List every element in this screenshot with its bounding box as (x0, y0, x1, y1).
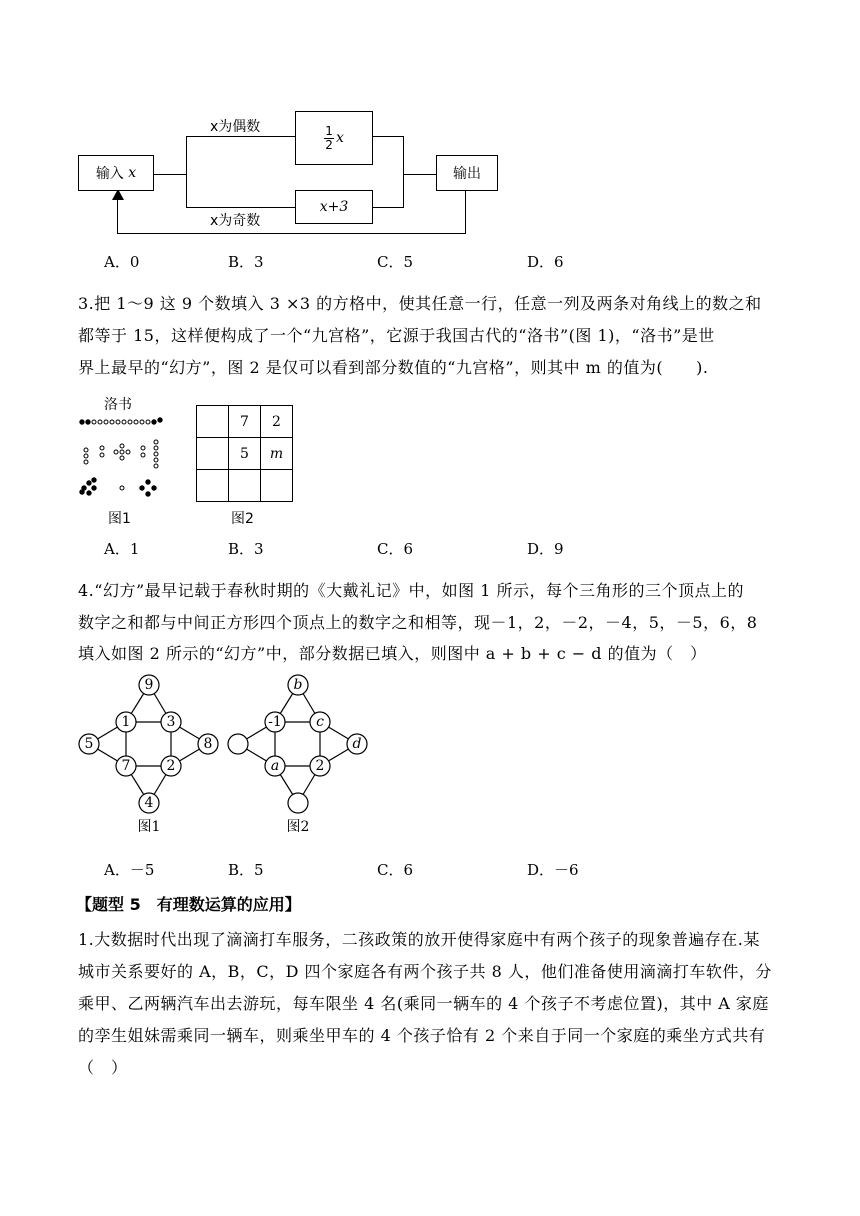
fig1-node-left: 5 (84, 736, 94, 752)
figure-1-graph (89, 685, 208, 803)
even-condition: x为偶数 (210, 119, 261, 135)
input-box (78, 155, 154, 191)
fig1-node-bl: 7 (121, 758, 131, 774)
magic-square-figures (70, 668, 390, 838)
figure-2-graph (238, 685, 357, 803)
luoshu-dots-image (78, 412, 168, 498)
fig1-node-bottom: 4 (144, 795, 154, 811)
fig1-node-top: 9 (144, 677, 154, 693)
fig2-node-tr: c (316, 714, 324, 730)
grid-cell (197, 406, 229, 438)
q4-option-c: C．6 (377, 861, 414, 879)
fig1-node-right: 8 (203, 736, 213, 752)
fig2-node-top: b (293, 677, 303, 693)
grid-cell (229, 470, 261, 502)
fig1-node-tl: 1 (121, 714, 131, 730)
q3-option-b: B．3 (228, 540, 264, 558)
q4-fig1-caption: 图1 (137, 819, 161, 835)
q2-option-d: D．6 (527, 253, 564, 271)
s5-q1-line-5: （ ） (78, 1058, 128, 1077)
luoshu-title: 洛书 (104, 397, 132, 413)
q4-fig2-caption: 图2 (286, 819, 310, 835)
grid-cell (261, 470, 293, 502)
grid-cell: 2 (261, 406, 293, 438)
grid-cell: 5 (229, 438, 261, 470)
q3-option-a: A．1 (104, 540, 140, 558)
grid-cell (197, 438, 229, 470)
q2-option-a: A．0 (104, 253, 140, 271)
fig2-node-br: 2 (315, 758, 325, 774)
s5-q1-line-2: 城市关系要好的 A，B，C，D 四个家庭各有两个孩子共 8 人，他们准备使用滴滴打车软件，分 (78, 962, 772, 981)
s5-q1-line-4: 的孪生姐妹需乘同一辆车，则乘坐甲车的 4 个孩子恰有 2 个来自于同一个家庭的乘坐方式共有 (78, 1026, 766, 1045)
fig2-node-tl: -1 (268, 714, 282, 730)
q3-line-2: 都等于 15，这样便构成了一个“九宫格”，它源于我国古代的“洛书”(图 1)，“洛书”是世 (78, 326, 715, 345)
fig1-node-tr: 3 (166, 714, 176, 730)
section-5-heading: 【题型 5 有理数运算的应用】 (76, 895, 301, 914)
q4-option-a: A．－5 (104, 861, 155, 879)
input-var: x (128, 165, 137, 181)
q2-option-c: C．5 (377, 253, 414, 271)
output-box: 输出 (436, 155, 498, 191)
q3-fig2-caption: 图2 (231, 511, 254, 527)
q4-line-1: 4.“幻方”最早记载于春秋时期的《大戴礼记》中，如图 1 所示，每个三角形的三个顶点上的 (78, 581, 744, 600)
q4-option-d: D．－6 (527, 861, 579, 879)
q3-line-1: 3.把 1～9 这 9 个数填入 3 ×3 的方格中，使其任意一行，任意一列及两条对角线上的数之和 (78, 294, 762, 313)
q3-option-c: C．6 (377, 540, 414, 558)
half-fraction: $\frac{1}{2}$ (325, 123, 333, 152)
grid-cell: 7 (229, 406, 261, 438)
fig2-node-bl: a (270, 758, 280, 774)
half-box: $\frac{1}{2}$ x (295, 111, 373, 165)
q4-line-2: 数字之和都与中间正方形四个顶点上的数字之和相等，现－1，2，－2，－4，5，－5，6，8 (78, 613, 758, 632)
q2-option-b: B．3 (228, 253, 264, 271)
q4-line-3: 填入如图 2 所示的“幻方”中，部分数据已填入，则图中 a + b + c − d 的值为（ ） (78, 644, 707, 663)
q3-option-d: D．9 (527, 540, 564, 558)
odd-condition: x为奇数 (210, 213, 261, 229)
grid-cell (197, 470, 229, 502)
fig2-node-right: d (352, 736, 362, 752)
q4-option-b: B．5 (228, 861, 264, 879)
q3-fig1-caption: 图1 (108, 511, 131, 527)
input-label: 输入 (95, 166, 124, 182)
grid-cell: m (261, 438, 293, 470)
fig1-node-br: 2 (166, 758, 176, 774)
s5-q1-line-1: 1.大数据时代出现了滴滴打车服务，二孩政策的放开使得家庭中有两个孩子的现象普遍存在.某 (78, 930, 760, 949)
s5-q1-line-3: 乘甲、乙两辆汽车出去游玩，每车限坐 4 名(乘同一辆车的 4 个孩子不考虑位置)，其中 A 家庭 (78, 994, 769, 1013)
q3-line-3: 界上最早的“幻方”，图 2 是仅可以看到部分数值的“九宫格”，则其中 m 的值为( ). (78, 358, 709, 377)
nine-grid (196, 405, 293, 502)
odd-op-box: x+3 (295, 190, 373, 224)
